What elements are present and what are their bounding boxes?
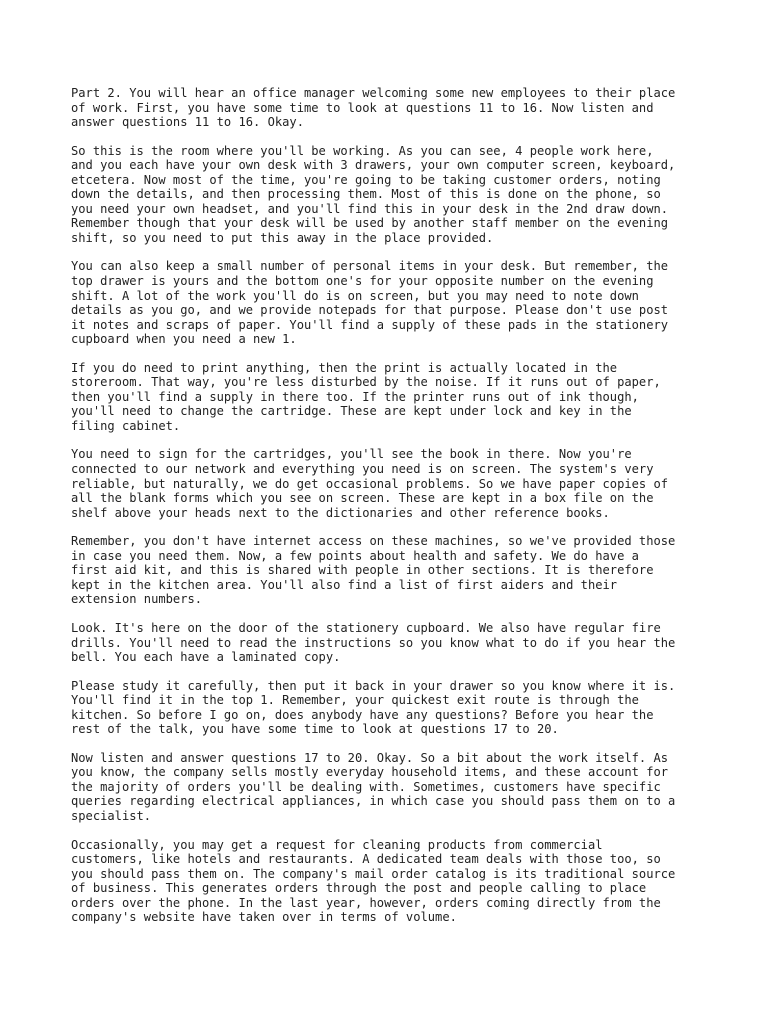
paragraph-health-safety: Remember, you don't have internet access on these machines, so we've provided those in case you need them. Now, a few points about health and safety. We do have a first aid kit, and this is shared with people in other sections. It is therefore kept in the kitchen area. You'll also find a list of first aiders and their extension numbers. xyxy=(71,534,676,607)
paragraph-fire-drills: Look. It's here on the door of the stationery cupboard. We also have regular fire drills. You'll need to read the instructions so you know what to do if you hear the bell. You each have a laminated copy. xyxy=(71,620,676,665)
paragraph-cartridges-network: You need to sign for the cartridges, you'll see the book in there. Now you're connected to our network and everything you need is on screen. The system's very reliable, but naturally, we do get occasional problems. So we have paper copies of all the blank forms which you see on screen. These are kept in a box file on the shelf above your heads next to the dictionaries and other reference books. xyxy=(71,447,669,520)
paragraph-printing: If you do need to print anything, then the print is actually located in the storeroom. That way, you're less disturbed by the noise. If it runs out of paper, then you'll find a supply in there too. If the printer runs out of ink though, you'll need to change the cartridge. These are kept under lock and key in the filing cabinet. xyxy=(71,360,661,433)
paragraph-commercial-orders: Occasionally, you may get a request for cleaning products from commercial customers, like hotels and restaurants. A dedicated team deals with those too, so you should pass them on. The company's mail order catalog is its traditional source of business. This generates orders through the post and people calling to place orders over the phone. In the last year, however, orders coming directly from the company's website have taken over in terms of volume. xyxy=(71,837,676,925)
paragraph-room-and-desk: So this is the room where you'll be working. As you can see, 4 people work here, and you each have your own desk with 3 drawers, your own computer screen, keyboard, etcetera. Now most of the time, you're going to be taking customer orders, noting down the details, and then processing them. Most of this is done on the phone, so you need your own headset, and you'll find this in your desk in the 2nd draw down. Remember though that your desk will be used by another staff member on the evening shift, so you need to put this away in the place provided. xyxy=(71,143,676,245)
paragraph-part-2-intro: Part 2. You will hear an office manager welcoming some new employees to their place of work. First, you have some time to look at questions 11 to 16. Now listen and answer questions 11 to 16. Okay. xyxy=(71,86,676,130)
paragraph-work-itself: Now listen and answer questions 17 to 20. Okay. So a bit about the work itself. As you know, the company sells mostly everyday household items, and these account for the majority of orders you'll be dealing with. Sometimes, customers have specific queries regarding electrical appliances, in which case you should pass them on to a specialist. xyxy=(71,750,676,823)
paragraph-exit-route: Please study it carefully, then put it back in your drawer so you know where it is. You'll find it in the top 1. Remember, your quickest exit route is through the kitchen. So before I go on, does anybody have any questions? Before you hear the rest of the talk, you have some time to look at questions 17 to 20. xyxy=(71,678,676,737)
document-page xyxy=(71,86,711,939)
paragraph-personal-items: You can also keep a small number of personal items in your desk. But remember, the top drawer is yours and the bottom one's for your opposite number on the evening shift. A lot of the work you'll do is on screen, but you may need to note down details as you go, and we provide notepads for that purpose. Please don't use post it notes and scraps of paper. You'll find a supply of these pads in the stationery cupboard when you need a new 1. xyxy=(71,259,669,347)
